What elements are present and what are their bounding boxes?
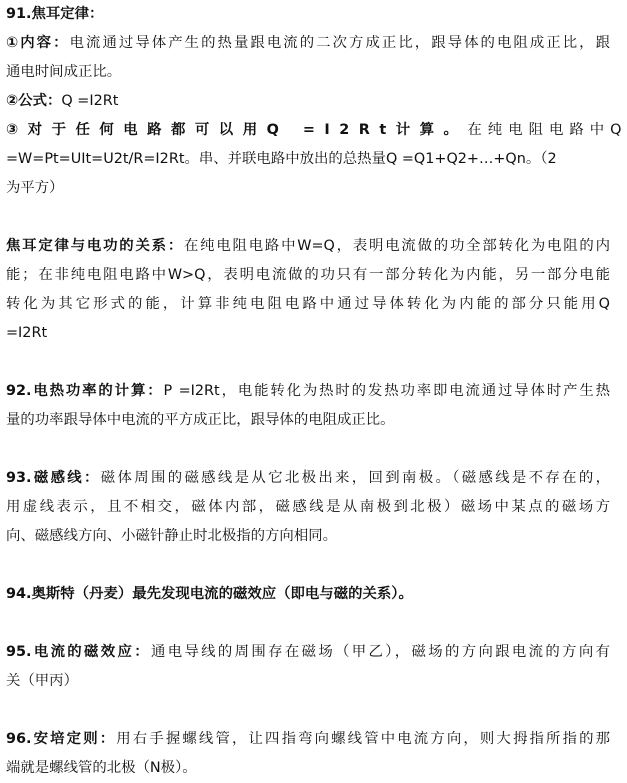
section-96-text: 用右手握螺线管，让四指弯向螺线管中电流方向，则大拇指所指的那 [116, 731, 610, 747]
section-96-line-2: 端就是螺线管的北极（N极）。 [6, 760, 197, 776]
note-label: ③对于任何电路都可以用Q =I2Rt计算。 [6, 122, 468, 138]
section-92-line-1 [6, 377, 610, 406]
section-95-label: 95.电流的磁效应： [6, 644, 151, 660]
spacer [6, 696, 610, 725]
section-93-text: 磁体周围的磁感线是从它北极出来，回到南极。（磁感线是不存在的， [100, 470, 610, 486]
relation-text: 在纯电阻电路中W=Q，表明电流做的功全部转化为电阻的内 [184, 238, 610, 254]
relation-line-1 [6, 232, 610, 261]
content-label: ①内容： [6, 35, 70, 51]
section-93-line-1 [6, 464, 610, 493]
section-91-content-line-1 [6, 29, 610, 58]
section-91-formula-line [6, 87, 610, 116]
section-93-line-2: 用虚线表示，且不相交，磁体内部，磁感线是从南极到北极）磁场中某点的磁场方 [6, 499, 610, 515]
relation-line-4: =I2Rt [6, 325, 48, 341]
section-92-label: 92.电热功率的计算： [6, 383, 164, 399]
section-92-line-2: 量的功率跟导体中电流的平方成正比，跟导体的电阻成正比。 [6, 412, 395, 428]
section-95-line-2: 关（甲丙） [6, 673, 78, 689]
section-91-note-line-3: 为平方） [6, 180, 64, 196]
formula-text: Q =I2Rt [61, 93, 119, 109]
spacer [6, 551, 610, 580]
section-93-line-3: 向、磁感线方向、小磁针静止时北极指的方向相同。 [6, 528, 337, 544]
section-96-label: 96.安培定则： [6, 731, 117, 747]
spacer [6, 348, 610, 377]
section-95-text: 通电导线的周围存在磁场（甲乙），磁场的方向跟电流的方向有 [150, 644, 610, 660]
note-text: 在纯电阻电路中Q [467, 122, 627, 138]
section-95-line-1 [6, 638, 610, 667]
content-text: 电流通过导体产生的热量跟电流的二次方成正比，跟导体的电阻成正比，跟 [69, 35, 610, 51]
section-91-content-line-2: 通电时间成正比。 [6, 64, 122, 80]
section-96-line-1 [6, 725, 610, 754]
spacer [6, 203, 610, 232]
relation-line-3: 转化为其它形式的能，计算非纯电阻电路中通过导体转化为内能的部分只能用Q [6, 296, 610, 312]
formula-label: ②公式： [6, 93, 62, 109]
section-91-title: 91.焦耳定律： [6, 6, 104, 22]
relation-label: 焦耳定律与电功的关系： [6, 238, 184, 254]
section-94-text: 94.奥斯特（丹麦）最先发现电流的磁效应（即电与磁的关系）。 [6, 586, 413, 602]
section-91-note-line-2: =W=Pt=UIt=U2t/R=I2Rt。串、并联电路中放出的总热量Q =Q1+Q2+…+Qn。（2 [6, 151, 557, 167]
spacer [6, 435, 610, 464]
section-91-note-line-1 [6, 116, 627, 145]
spacer [6, 609, 610, 638]
section-93-label: 93.磁感线： [6, 470, 101, 486]
section-92-text: P =I2Rt，电能转化为热时的发热功率即电流通过导体时产生热 [163, 383, 610, 399]
relation-line-2: 能；在非纯电阻电路中W>Q，表明电流做的功只有一部分转化为内能，另一部分电能 [6, 267, 610, 283]
